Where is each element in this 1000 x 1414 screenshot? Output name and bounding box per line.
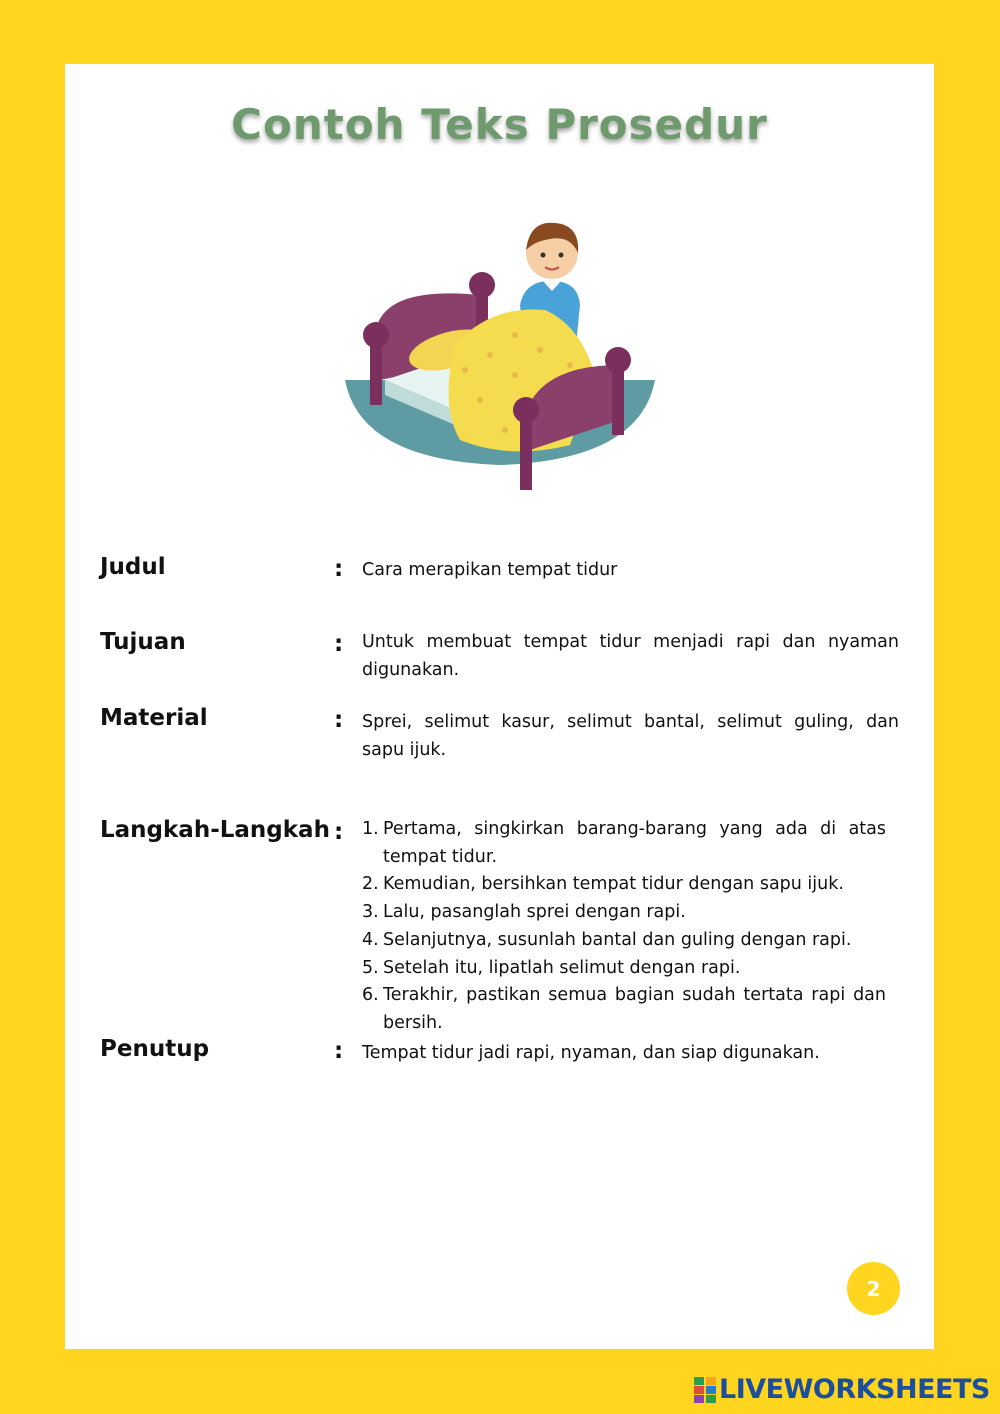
worksheet-page <box>65 64 934 1349</box>
step-item: 4. Selanjutnya, susunlah bantal dan guling dengan rapi. <box>362 929 852 950</box>
step-item: 2. Kemudian, bersihkan tempat tidur dengan sapu ijuk. <box>362 874 844 895</box>
liveworksheets-logo-icon <box>694 1377 716 1403</box>
label-material: Material <box>100 705 208 731</box>
value-tujuan: Untuk membuat tempat tidur menjadi rapi dan nyaman digunakan. <box>362 632 899 680</box>
colon-material: : <box>334 707 344 733</box>
label-penutup: Penutup <box>100 1036 210 1062</box>
value-material: Sprei, selimut kasur, selimut bantal, selimut guling, dan sapu ijuk. <box>362 712 899 760</box>
steps-list <box>362 816 886 1038</box>
value-penutup: Tempat tidur jadi rapi, nyaman, dan siap digunakan. <box>362 1043 820 1063</box>
value-judul: Cara merapikan tempat tidur <box>362 560 618 580</box>
child-making-bed-illustration <box>340 215 660 495</box>
colon-langkah: : <box>334 819 344 845</box>
colon-judul: : <box>334 556 344 582</box>
page-title: Contoh Teks Prosedur <box>231 100 768 149</box>
label-tujuan: Tujuan <box>100 629 186 655</box>
step-item: 5. Setelah itu, lipatlah selimut dengan rapi. <box>362 957 741 978</box>
brand-footer[interactable] <box>694 1374 990 1405</box>
step-item: 6. Terakhir, pastikan semua bagian sudah tertata rapi dan bersih. <box>362 985 886 1033</box>
step-item: 3. Lalu, pasanglah sprei dengan rapi. <box>362 902 686 923</box>
page-number-badge: 2 <box>847 1262 900 1315</box>
colon-penutup: : <box>334 1038 344 1064</box>
label-langkah: Langkah-Langkah <box>100 817 330 843</box>
step-item: 1. Pertama, singkirkan barang-barang yang ada di atas tempat tidur. <box>362 819 886 867</box>
label-judul: Judul <box>100 554 166 580</box>
brand-name: LIVEWORKSHEETS <box>719 1374 990 1405</box>
colon-tujuan: : <box>334 631 344 657</box>
